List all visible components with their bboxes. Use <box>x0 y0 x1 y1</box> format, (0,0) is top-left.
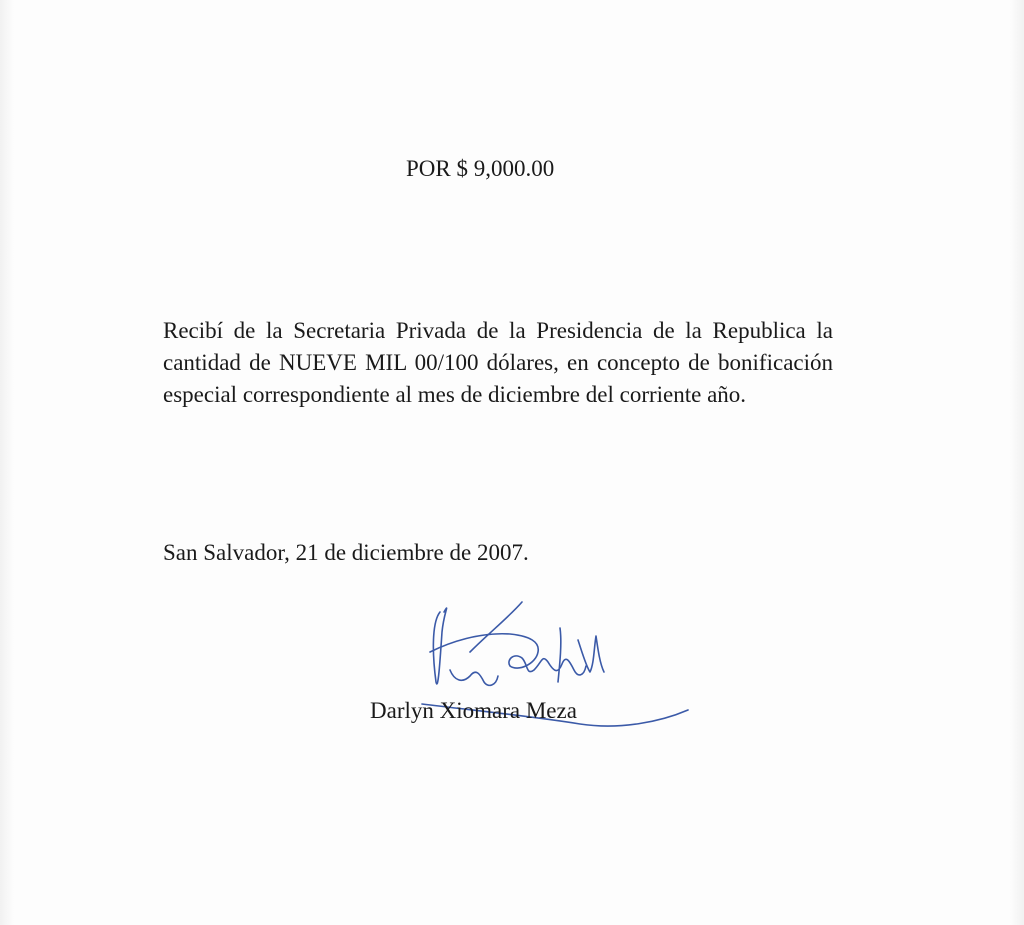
place-and-date: San Salvador, 21 de diciembre de 2007. <box>163 540 529 565</box>
amount-line: POR $ 9,000.00 <box>406 156 555 181</box>
scan-edge-right <box>1010 0 1024 925</box>
scan-edge-left <box>0 0 14 925</box>
receipt-body-paragraph: Recibí de la Secretaria Privada de la Presidencia de la Republica la cantidad de NUEVE MIL 00/100 dólares, en concepto de bonificación especial correspondiente al mes de diciembre del corriente año. <box>163 318 833 407</box>
signer-name: Darlyn Xiomara Meza <box>370 698 577 723</box>
